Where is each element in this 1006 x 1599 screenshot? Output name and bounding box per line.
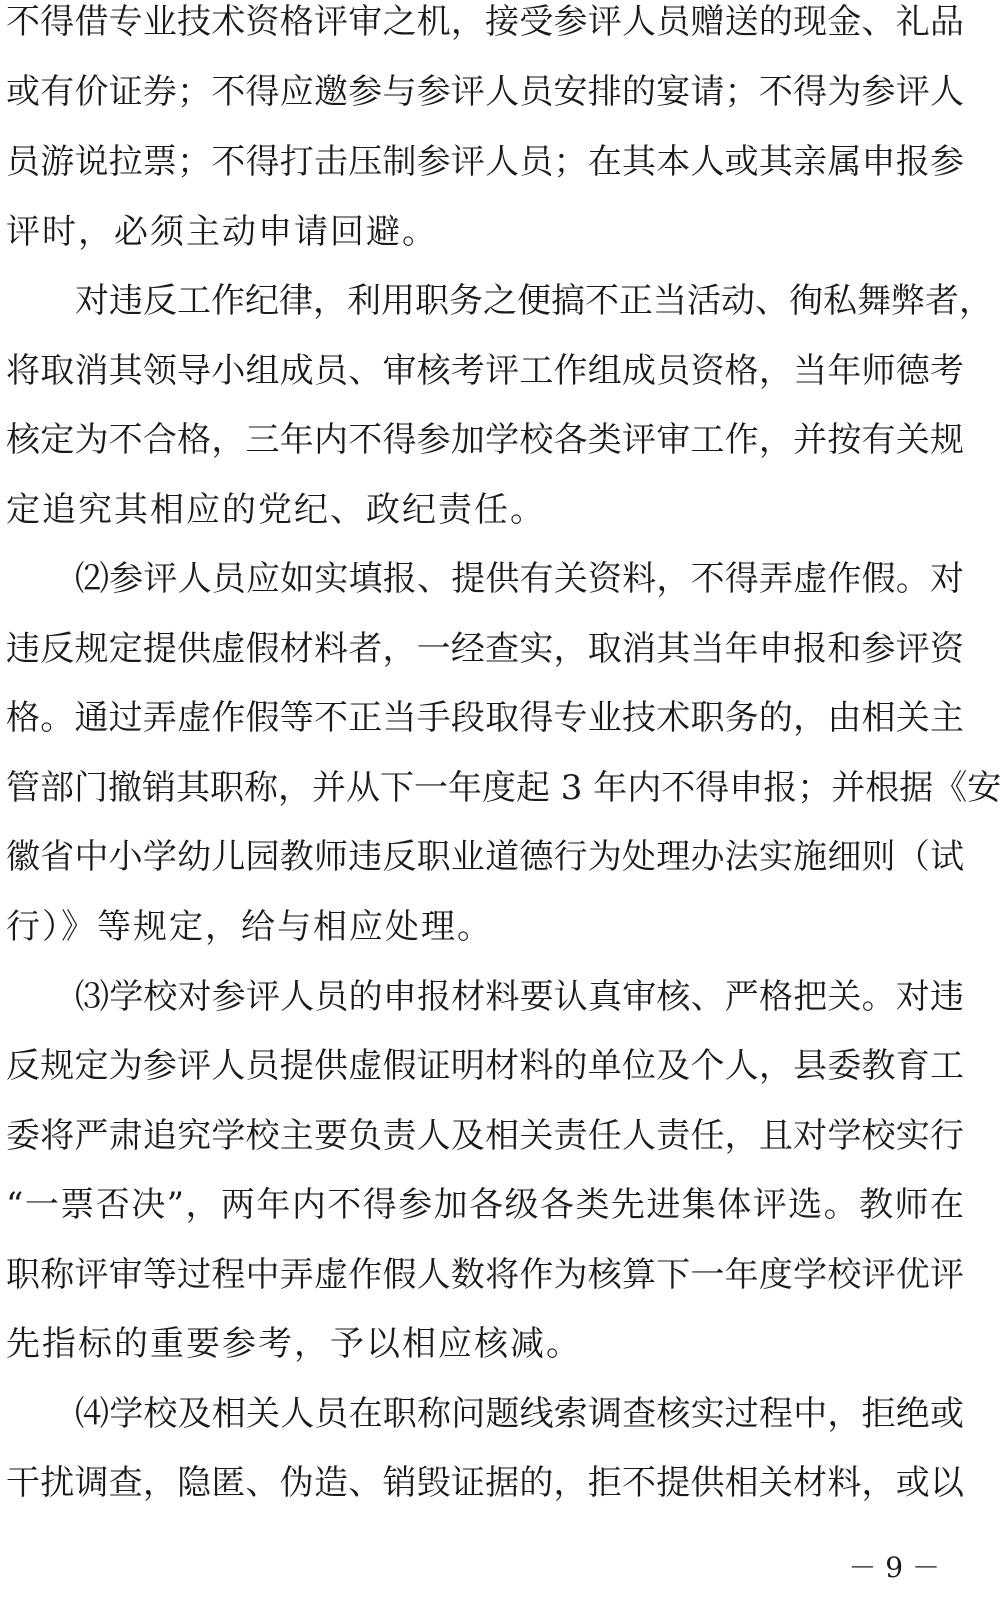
text-line: 或有价证券；不得应邀参与参评人员安排的宴请；不得为参评人	[6, 72, 964, 112]
text-line: 先指标的重要参考，予以相应核减。	[6, 1324, 582, 1364]
text-line: 反规定为参评人员提供虚假证明材料的单位及个人，县委教育工	[6, 1046, 964, 1086]
text-line: “一票否决”，两年内不得参加各级各类先进集体评选。教师在	[6, 1185, 964, 1225]
text-line: 职称评审等过程中弄虚作假人数将作为核算下一年度学校评优评	[6, 1255, 964, 1295]
text-line: 干扰调查，隐匿、伪造、销毁证据的，拒不提供相关材料，或以	[6, 1463, 964, 1503]
text-line: 徽省中小学幼儿园教师违反职业道德行为处理办法实施细则（试	[6, 837, 964, 877]
text-line: 核定为不合格，三年内不得参加学校各类评审工作，并按有关规	[6, 420, 964, 460]
text-line: 管部门撤销其职称，并从下一年度起 3 年内不得申报；并根据《安	[6, 768, 1002, 808]
text-line: ⑷学校及相关人员在职称问题线索调查核实过程中，拒绝或	[75, 1394, 964, 1434]
text-line: 不得借专业技术资格评审之机，接受参评人员赠送的现金、礼品	[6, 2, 964, 42]
text-line: 格。通过弄虚作假等不正当手段取得专业技术职务的，由相关主	[6, 698, 964, 738]
text-line: 委将严肃追究学校主要负责人及相关责任人责任，且对学校实行	[6, 1116, 964, 1156]
text-line: 评时，必须主动申请回避。	[6, 212, 438, 252]
text-line: 行）》等规定，给与相应处理。	[6, 907, 493, 947]
page-number: － 9 －	[848, 1551, 940, 1584]
text-line: ⑵参评人员应如实填报、提供有关资料，不得弄虚作假。对	[75, 559, 964, 599]
text-line: 员游说拉票；不得打击压制参评人员；在其本人或其亲属申报参	[6, 142, 964, 182]
text-line: 对违反工作纪律，利用职务之便搞不正当活动、徇私舞弊者，	[75, 281, 993, 321]
text-line: 定追究其相应的党纪、政纪责任。	[6, 490, 546, 530]
text-line: 将取消其领导小组成员、审核考评工作组成员资格，当年师德考	[6, 351, 964, 391]
text-line: 违反规定提供虚假材料者，一经查实，取消其当年申报和参评资	[6, 629, 964, 669]
text-line: ⑶学校对参评人员的申报材料要认真审核、严格把关。对违	[75, 977, 964, 1017]
